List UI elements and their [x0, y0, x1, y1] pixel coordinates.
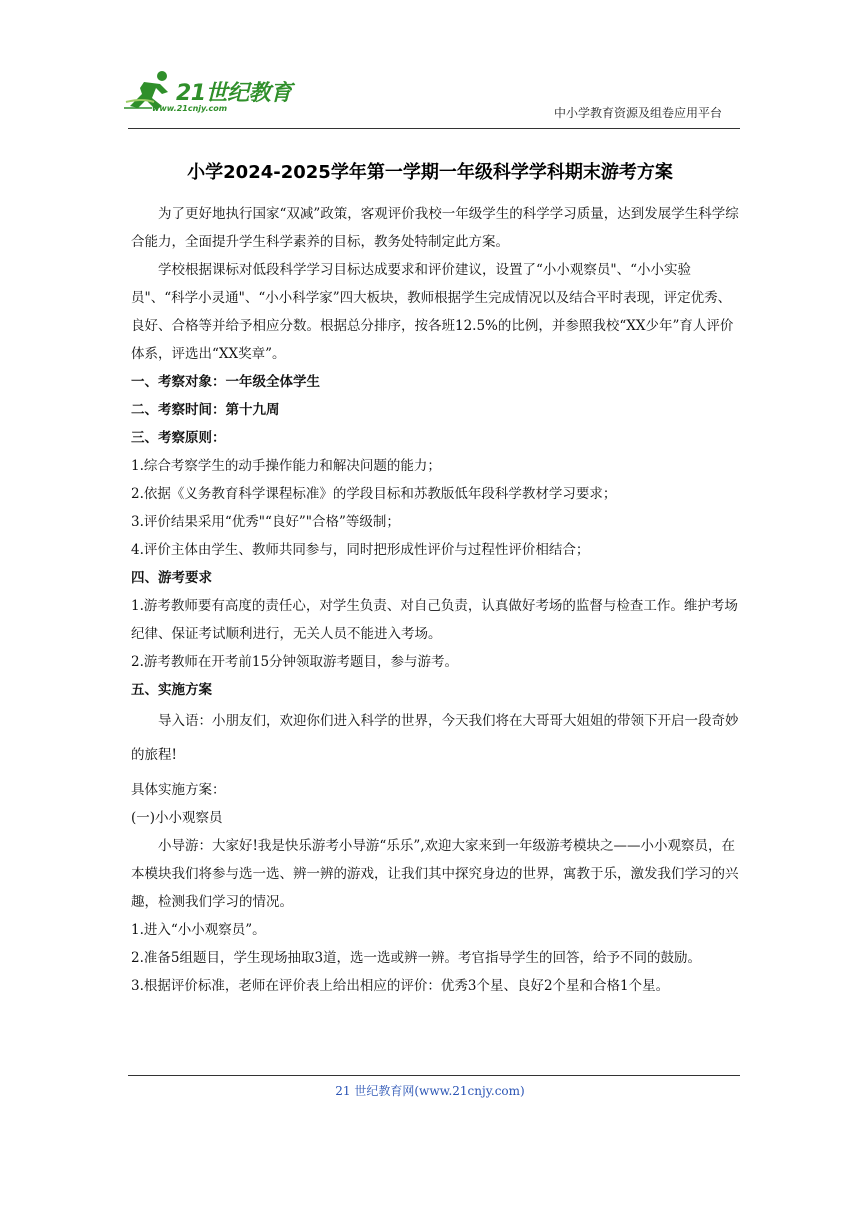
- intro-speech: 导入语：小朋友们，欢迎你们进入科学的世界，今天我们将在大哥哥大姐姐的带领下开启一段奇妙的旅程!: [131, 713, 739, 763]
- principle-item-4: 4.评价主体由学生、教师共同参与，同时把形成性评价与过程性评价相结合；: [131, 542, 590, 558]
- page-title: 小学2024-2025学年第一学期一年级科学学科期末游考方案: [187, 162, 673, 183]
- step-item-1: 1.进入“小小观察员”。: [131, 922, 266, 938]
- document-body: [131, 200, 743, 1000]
- footer-link[interactable]: 21 世纪教育网(www.21cnjy.com): [335, 1084, 525, 1098]
- section-heading-5: 五、实施方案: [131, 682, 212, 698]
- requirement-item-2: 2.游考教师在开考前15分钟领取游考题目，参与游考。: [131, 654, 459, 670]
- requirement-item-1: 1.游考教师要有高度的责任心，对学生负责、对自己负责，认真做好考场的监督与检查工作。维护考场纪律、保证考试顺利进行，无关人员不能进入考场。: [131, 598, 738, 642]
- part-heading-1: (一)小小观察员: [131, 810, 223, 826]
- logo-url: www.21cnjy.com: [152, 104, 228, 113]
- step-item-3: 3.根据评价标准，老师在评价表上给出相应的评价：优秀3个星、良好2个星和合格1个星。: [131, 978, 670, 994]
- section-heading-4: 四、游考要求: [131, 570, 212, 586]
- principle-item-3: 3.评价结果采用“优秀"“良好”"合格”等级制；: [131, 514, 400, 530]
- section-heading-1: 一、考察对象：一年级全体学生: [131, 374, 320, 390]
- section-heading-2: 二、考察时间：第十九周: [131, 402, 280, 418]
- intro-paragraph-1: 为了更好地执行国家“双减”政策，客观评价我校一年级学生的科学学习质量，达到发展学生科学综合能力，全面提升学生科学素养的目标，教务处特制定此方案。: [131, 206, 739, 250]
- header-divider: [128, 128, 740, 129]
- logo-text: 21世纪教育: [176, 81, 292, 106]
- logo: [122, 68, 292, 118]
- section-heading-3: 三、考察原则：: [131, 430, 226, 446]
- guide-paragraph: 小导游：大家好!我是快乐游考小导游“乐乐”,欢迎大家来到一年级游考模块之——小小观察员，在本模块我们将参与选一选、辨一辨的游戏，让我们其中探究身边的世界，寓教于乐，激发我们学习的兴趣，检测我们学习的情况。: [131, 838, 739, 910]
- step-item-2: 2.准备5组题目，学生现场抽取3道，选一选或辨一辨。考官指导学生的回答，给予不同的鼓励。: [131, 950, 702, 966]
- platform-label: 中小学教育资源及组卷应用平台: [553, 106, 722, 120]
- principle-item-1: 1.综合考察学生的动手操作能力和解决问题的能力；: [131, 458, 441, 474]
- footer-divider: [128, 1075, 740, 1076]
- intro-paragraph-2: 学校根据课标对低段科学学习目标达成要求和评价建议，设置了“小小观察员"、“小小实验员"、“科学小灵通"、“小小科学家”四大板块，教师根据学生完成情况以及结合平时表现，评定优秀、良好、合格等并给予相应分数。根据总分排序，按各班12.5%的比例，并参照我校“XX少年”育人评价体系，评选出“XX奖章”。: [131, 262, 734, 362]
- plan-label: 具体实施方案：: [131, 782, 226, 798]
- principle-item-2: 2.依据《义务教育科学课程标准》的学段目标和苏教版低年段科学教材学习要求；: [131, 486, 617, 502]
